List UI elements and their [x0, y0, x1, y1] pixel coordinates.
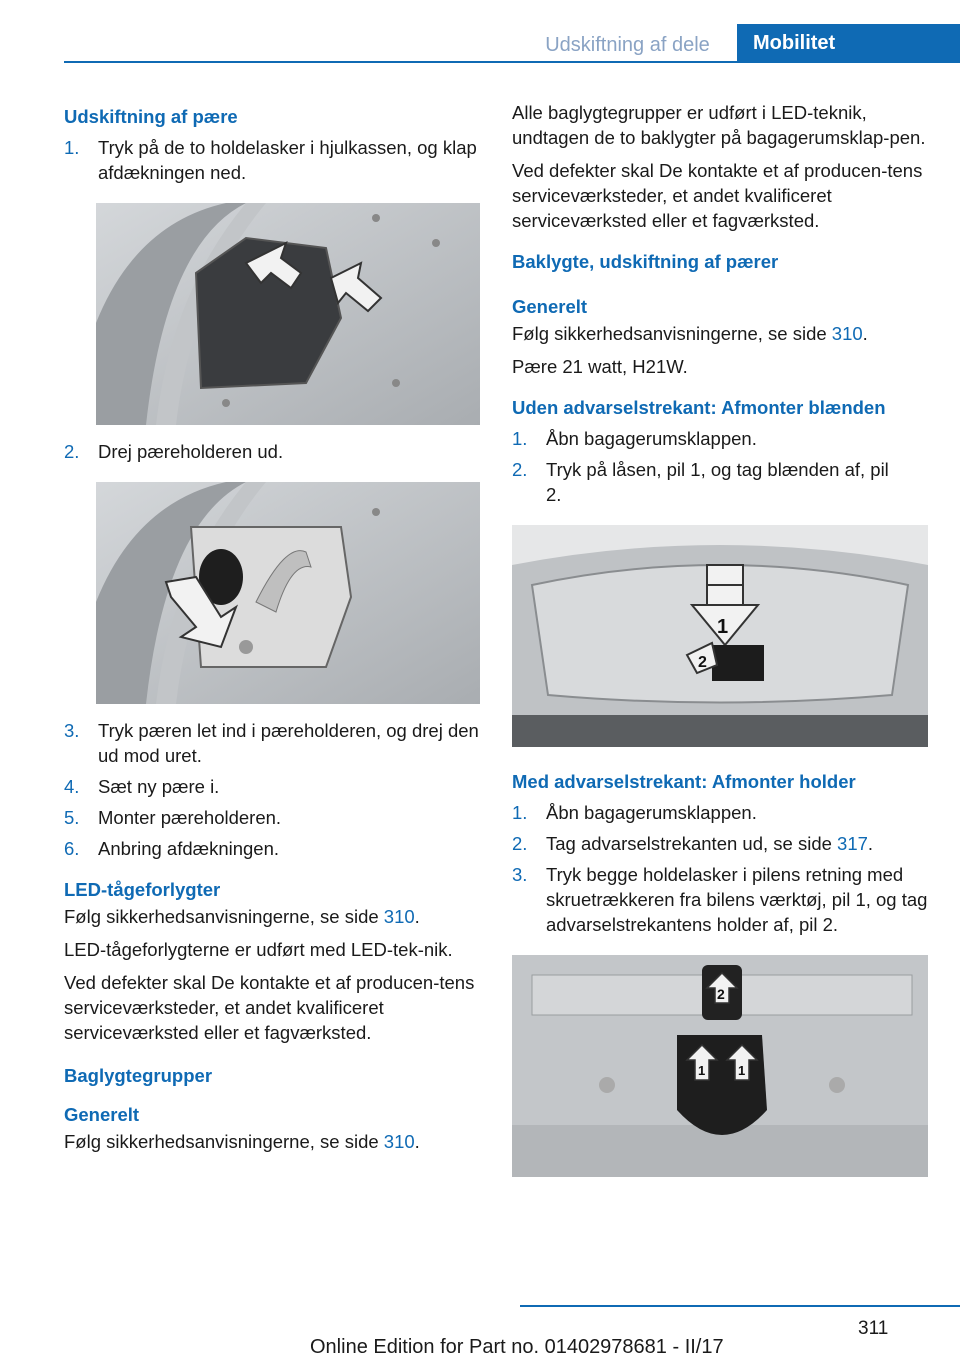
step-text: Tryk begge holdelasker i pilens retning med skruetrækkeren fra bilens værktøj, pil 1, og tag advarselstrekantens holder af, pil 2.	[546, 864, 928, 935]
step-text: Sæt ny pære i.	[98, 776, 220, 797]
step-number: 3.	[512, 864, 528, 885]
intro-text-2: Ved defekter skal De kontakte et af producen‐tens serviceværksteder, et andet kvalificeret serviceværksted eller et fagværksted.	[512, 160, 923, 231]
with-step-2-suffix: .	[867, 833, 874, 854]
step-5	[64, 805, 482, 830]
intro-text-1: Alle baglygtegrupper er udført i LED-teknik, undtagen de to baklygter på bagagerumsklap‐pen.	[512, 102, 926, 148]
header-section-title: Udskiftning af dele	[545, 34, 710, 56]
led-safety-prefix: Følg sikkerhedsanvisningerne, se side	[64, 906, 384, 927]
step-text: Åbn bagagerumsklappen.	[546, 428, 757, 449]
right-column	[512, 100, 930, 1177]
left-column	[64, 96, 482, 1154]
bulb-spec: Pære 21 watt, H21W.	[512, 356, 688, 377]
figure-wheel-arch-cover	[96, 203, 480, 425]
tail-safety-text	[64, 1129, 482, 1154]
reverse-safety-suffix: .	[862, 323, 868, 344]
led-safety-text	[64, 904, 482, 929]
page-number: 311	[858, 1318, 889, 1339]
step-number: 2.	[512, 833, 528, 854]
tail-safety-suffix: .	[414, 1131, 420, 1152]
edition-info: Online Edition for Part no. 01402978681 - II/17	[310, 1336, 724, 1358]
reverse-safety-page-link[interactable]: 310	[831, 323, 863, 344]
led-safety-suffix: .	[414, 906, 420, 927]
with-step-2-page-link[interactable]: 317	[837, 833, 868, 854]
footer-rule	[520, 1305, 960, 1307]
header-chapter-tab[interactable]: Mobilitet	[737, 24, 960, 62]
without-triangle-heading: Uden advarselstrekant: Afmonter blænden	[512, 397, 886, 418]
step-number: 1.	[64, 137, 80, 158]
with-step-1	[512, 800, 930, 825]
step-2	[64, 439, 482, 464]
figure-trunk-lid-cover	[512, 525, 928, 747]
reverse-light-heading: Baklygte, udskiftning af pærer	[512, 251, 779, 272]
step-number: 6.	[64, 838, 80, 859]
replace-bulb-heading: Udskiftning af pære	[64, 106, 238, 127]
step-text: Tryk på låsen, pil 1, og tag blænden af, pil 2.	[546, 459, 889, 505]
header-rule	[64, 61, 960, 63]
step-number: 5.	[64, 807, 80, 828]
arrow-1-label-right: 1	[738, 1063, 746, 1078]
step-4	[64, 774, 482, 799]
step-text: Monter pæreholderen.	[98, 807, 282, 828]
step-number: 2.	[512, 459, 528, 480]
figure-bulb-holder	[96, 482, 480, 704]
step-number: 4.	[64, 776, 80, 797]
reverse-safety-text	[512, 321, 930, 346]
step-text: Tryk på de to holdelasker i hjulkassen, og klap afdækningen ned.	[98, 137, 477, 183]
step-6	[64, 836, 482, 861]
step-1	[64, 135, 482, 185]
arrow-1-label-left: 1	[698, 1063, 706, 1078]
led-fog-heading: LED-tågeforlygter	[64, 879, 221, 900]
without-step-1	[512, 426, 930, 451]
step-number: 1.	[512, 802, 528, 823]
arrow-1-label: 1	[717, 616, 729, 638]
step-text: Tryk pæren let ind i pæreholderen, og drej den ud mod uret.	[98, 720, 479, 766]
step-text: Åbn bagagerumsklappen.	[546, 802, 757, 823]
without-step-2	[512, 457, 930, 507]
step-text: Drej pæreholderen ud.	[98, 441, 284, 462]
arrow-2-label-holder: 2	[717, 986, 725, 1002]
led-safety-page-link[interactable]: 310	[383, 906, 415, 927]
tail-safety-prefix: Følg sikkerhedsanvisningerne, se side	[64, 1131, 384, 1152]
reverse-safety-prefix: Følg sikkerhedsanvisningerne, se side	[512, 323, 832, 344]
step-number: 1.	[512, 428, 528, 449]
step-text: Anbring afdækningen.	[98, 838, 280, 859]
arrow-2-label: 2	[698, 654, 707, 671]
with-step-2-prefix: Tag advarselstrekanten ud, se side	[546, 833, 838, 854]
step-number: 3.	[64, 720, 80, 741]
tail-lights-heading: Baglygtegrupper	[64, 1065, 213, 1086]
figure-triangle-holder	[512, 955, 928, 1177]
led-text-1: LED-tågeforlygterne er udført med LED-tek‐nik.	[64, 939, 453, 960]
step-text	[546, 831, 930, 856]
led-text-2: Ved defekter skal De kontakte et af producen‐tens serviceværksteder, et andet kvalificeret serviceværksted eller et fagværksted.	[64, 972, 475, 1043]
with-triangle-heading: Med advarselstrekant: Afmonter holder	[512, 771, 856, 792]
step-number: 2.	[64, 441, 80, 462]
tail-general-heading: Generelt	[64, 1104, 140, 1125]
with-step-2	[512, 831, 930, 856]
with-step-3	[512, 862, 930, 937]
step-3	[64, 718, 482, 768]
tail-safety-page-link[interactable]: 310	[383, 1131, 415, 1152]
reverse-general-heading: Generelt	[512, 296, 588, 317]
